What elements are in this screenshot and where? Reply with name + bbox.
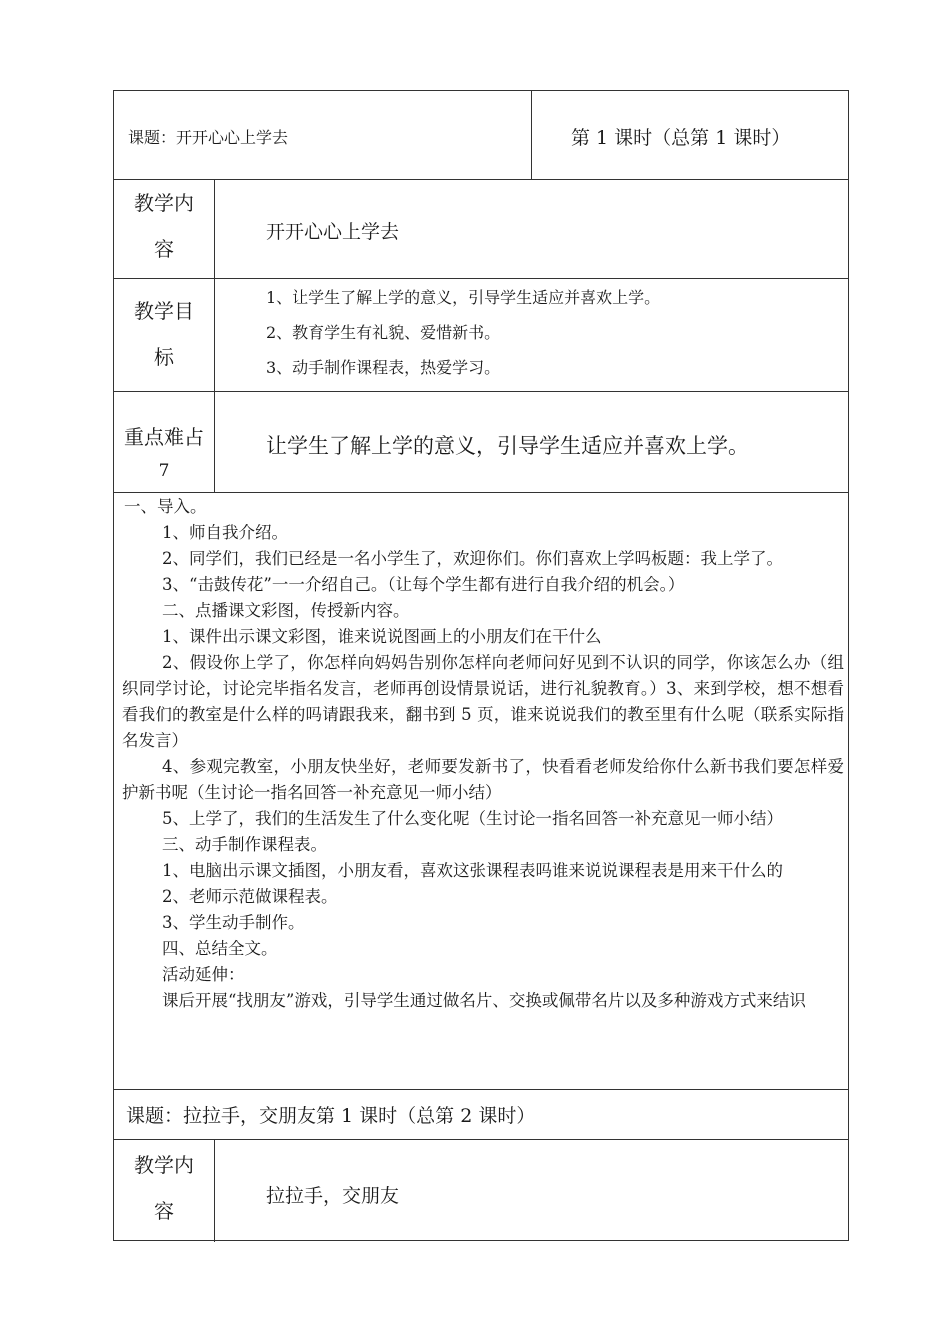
lesson-title: 课题：开开心心上学去 <box>128 128 289 147</box>
process-paragraph: 4、参观完教室，小朋友快坐好，老师要发新书了，快看看老师发给你什么新书我们要怎样爱护新书呢（生讨论一指名回答一补充意见一师小结） <box>122 757 844 802</box>
row-divider <box>114 492 848 493</box>
lesson-period: 第 1 课时（总第 1 课时） <box>571 127 791 149</box>
process-paragraph: 2、同学们，我们已经是一名小学生了，欢迎你们。你们喜欢上学吗板题：我上学了。 <box>162 549 783 568</box>
column-divider <box>531 91 532 179</box>
process-paragraph: 3、“击鼓传花”一一介绍自己。（让每个学生都有进行自我介绍的机会。） <box>162 575 685 594</box>
column-divider <box>214 1139 215 1242</box>
process-paragraph: 四、总结全文。 <box>162 939 278 958</box>
key-points-label: 重点难占 7 <box>124 425 204 481</box>
key-points-value: 让学生了解上学的意义，引导学生适应并喜欢上学。 <box>266 434 749 458</box>
content-value: 开开心心上学去 <box>266 221 400 243</box>
next-content-value: 拉拉手，交朋友 <box>266 1185 400 1207</box>
next-content-label: 教学内 容 <box>134 1153 194 1223</box>
process-paragraph: 3、学生动手制作。 <box>162 913 305 932</box>
lesson-plan-table <box>113 90 849 1241</box>
content-label: 教学内 容 <box>134 191 194 261</box>
process-paragraph: 二、点播课文彩图，传授新内容。 <box>162 601 410 620</box>
process-paragraph: 2、假设你上学了，你怎样向妈妈告别你怎样向老师问好见到不认识的同学，你该怎么办（组织同学讨论，讨论完毕指名发言，老师再创设情景说话，进行礼貌教育。）3、来到学校，想不想看看我们的教室是什么样的吗请跟我来，翻书到 5 页，谁来说说我们的教至里有什么呢（联系实际指名发言） <box>122 653 844 750</box>
process-paragraph: 活动延伸： <box>162 965 245 984</box>
process-paragraph: 1、课件出示课文彩图，谁来说说图画上的小朋友们在干什么 <box>162 627 602 646</box>
next-lesson-title: 课题：拉拉手，交朋友第 1 课时（总第 2 课时） <box>126 1105 536 1127</box>
process-paragraph: 一、导入。 <box>124 497 207 516</box>
row-divider <box>114 1089 848 1090</box>
process-paragraph: 课后开展“找朋友”游戏，引导学生通过做名片、交换或佩带名片以及多种游戏方式来结识 <box>162 991 806 1010</box>
goal-item: 1、让学生了解上学的意义，引导学生适应并喜欢上学。 <box>266 288 661 307</box>
row-divider <box>114 179 848 180</box>
process-paragraph: 5、上学了，我们的生活发生了什么变化呢（生讨论一指名回答一补充意见一师小结） <box>162 809 783 828</box>
goal-item: 3、动手制作课程表，热爱学习。 <box>266 358 501 377</box>
process-paragraph: 三、动手制作课程表。 <box>162 835 327 854</box>
goal-item: 2、教育学生有礼貌、爱惜新书。 <box>266 323 501 342</box>
process-paragraph: 1、师自我介绍。 <box>162 523 288 542</box>
goals-label: 教学目 标 <box>134 299 194 369</box>
row-divider <box>114 278 848 279</box>
process-paragraph: 2、老师示范做课程表。 <box>162 887 338 906</box>
row-divider <box>114 391 848 392</box>
column-divider <box>214 179 215 492</box>
row-divider <box>114 1139 848 1140</box>
process-paragraph: 1、电脑出示课文插图，小朋友看，喜欢这张课程表吗谁来说说课程表是用来干什么的 <box>162 861 783 880</box>
teaching-process <box>122 494 844 1087</box>
